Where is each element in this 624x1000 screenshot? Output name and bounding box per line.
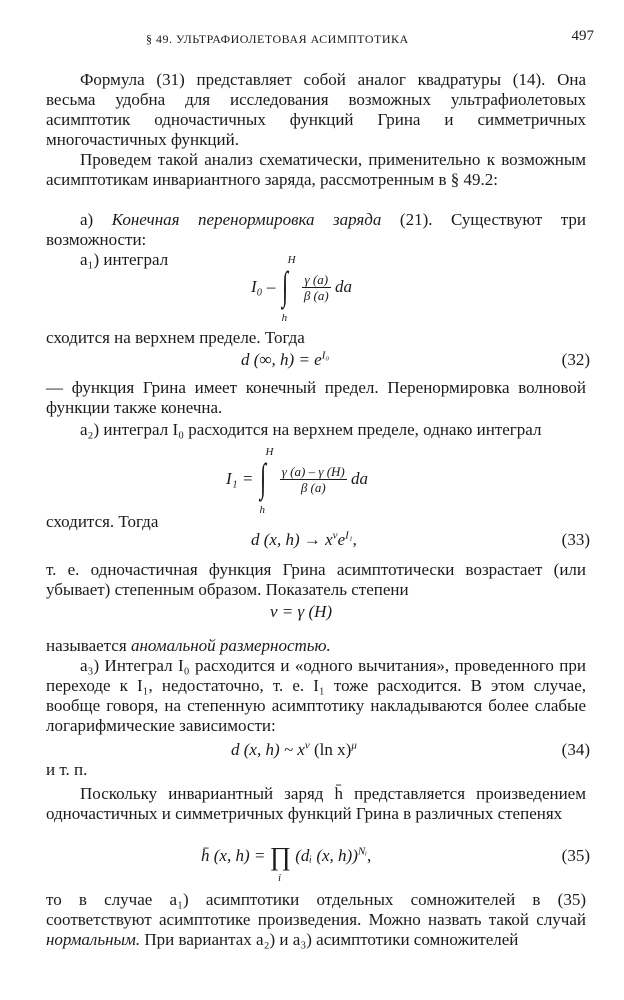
paragraph-finite-limit: — функция Грина имеет конечный предел. Перенормировка волновой функции также конечна. xyxy=(46,378,586,417)
I1-differential: da xyxy=(351,469,368,488)
paragraph-normal-case xyxy=(46,890,586,950)
paragraph-charge-product: Поскольку инвариантный заряд h̄ представляется произведением одночастичных и симметричных функций Грина в различных степенях xyxy=(46,784,586,823)
eq33-number: (33) xyxy=(561,530,590,549)
paragraph-intro: Формула (31) представляет собой аналог квадратуры (14). Она весьма удобна для исследования возможных ультрафиолетовых асимптотик одночастичных функций Грина и симметричных многочастичных функций. xyxy=(46,70,586,149)
equation-35 xyxy=(46,842,590,884)
page-header xyxy=(46,28,594,48)
eq32-body: d (∞, h) = e xyxy=(241,350,322,369)
formula-I1 xyxy=(46,440,586,516)
I0-left: I₀ – xyxy=(251,277,276,296)
normal-term: нормальным. xyxy=(46,930,141,949)
I1-left: I₁ = xyxy=(226,469,254,488)
eq35-comma: , xyxy=(366,846,372,865)
paragraph-power-growth: т. е. одночастичная функция Грина асимптотически возрастает (или убывает) степенным образом. Показатель степени xyxy=(46,560,586,599)
I1-fraction xyxy=(280,464,347,495)
running-head: § 49. УЛЬТРАФИОЛЕТОВАЯ АСИМПТОТИКА xyxy=(146,32,409,46)
I0-upper-limit: H xyxy=(287,254,296,266)
eq32-exponent: I₀ xyxy=(321,349,330,362)
paragraph-anomalous-dimension xyxy=(46,636,586,656)
anomalous-dimension-term: аномальной размерностью. xyxy=(130,636,331,655)
paragraph-a3: а₃) Интеграл I₀ расходится и «одного вычитания», проведенного при переходе к I₁, недостаточно, т. е. I₁ тоже расходится. В этом случае, вообще говоря, на степенную асимптотику накладываются более слабые логарифмические зависимости: xyxy=(46,656,586,735)
eq35-exponent: Nᵢ xyxy=(357,845,367,858)
case-a-prefix: а) xyxy=(80,210,94,229)
I0-lower-limit: h xyxy=(281,312,288,324)
page-number: 497 xyxy=(571,28,594,44)
equation-nu xyxy=(46,602,586,624)
named-prefix: называется xyxy=(46,636,127,655)
equation-32 xyxy=(46,349,590,372)
I0-denominator: β (a) xyxy=(303,287,329,303)
eq35-factor: (dᵢ (x, h)) xyxy=(295,846,358,865)
I1-numerator: γ (a) – γ (H) xyxy=(281,463,345,479)
eq35-number: (35) xyxy=(561,846,590,865)
eq33-comma: , xyxy=(352,530,357,549)
eq33-exponent-nu: ν xyxy=(332,529,338,542)
eq33-exp-base: e xyxy=(337,530,346,549)
integral-sign-2: ∫ H h xyxy=(258,454,276,504)
product-sign: ∏ xyxy=(269,842,291,871)
eq34-exponent-mu: μ xyxy=(351,739,357,752)
I0-differential: da xyxy=(334,277,352,296)
eq34-number: (34) xyxy=(561,740,590,759)
paragraph-converges: сходится на верхнем пределе. Тогда xyxy=(46,328,305,347)
book-page xyxy=(46,0,594,1000)
eq34-body: d (x, h) ~ x xyxy=(231,740,305,759)
equation-34 xyxy=(46,739,590,762)
case-a-title: Конечная перенормировка заряда xyxy=(111,210,382,229)
I1-lower-limit: h xyxy=(259,504,266,516)
final-text-2: При вариантах а₂) и а₃) асимптотики сомножителей xyxy=(144,930,519,949)
I0-fraction xyxy=(302,272,331,303)
paragraph-converges-2: сходится. Тогда xyxy=(46,512,159,531)
paragraph-a1: а₁) интеграл xyxy=(80,250,169,269)
etc-text: и т. п. xyxy=(46,760,88,779)
paragraph-case-a xyxy=(46,210,586,250)
final-text-1: то в случае а₁) асимптотики отдельных сомножителей в (35) соответствуют асимптотике произведения. Можно назвать такой случай xyxy=(46,890,586,929)
eq32-number: (32) xyxy=(561,350,590,369)
I1-upper-limit: H xyxy=(265,446,274,458)
eq34-exponent-nu: ν xyxy=(304,739,310,752)
paragraph-analysis: Проведем такой анализ схематически, применительно к возможным асимптотикам инвариантного заряда, рассмотренным в § 49.2: xyxy=(46,150,586,189)
case-a-rest: (21). Существуют три возможности: xyxy=(46,210,587,249)
eq33-exponent-I1: I₁ xyxy=(345,529,353,542)
eq34-log: (ln x) xyxy=(309,740,352,759)
eq35-left: h̄ (x, h) = xyxy=(201,846,266,865)
integral-sign: ∫ H h xyxy=(280,262,298,312)
paragraph-a2: а₂) интеграл I₀ расходится на верхнем пределе, однако интеграл xyxy=(80,420,542,439)
I0-numerator: γ (a) xyxy=(302,272,331,288)
product-index: i xyxy=(278,872,282,884)
eq33-body: d (x, h) → x xyxy=(251,530,333,549)
equation-33 xyxy=(46,529,590,552)
I1-denominator: β (a) xyxy=(300,479,326,495)
nu-definition: ν = γ (H) xyxy=(270,602,333,621)
